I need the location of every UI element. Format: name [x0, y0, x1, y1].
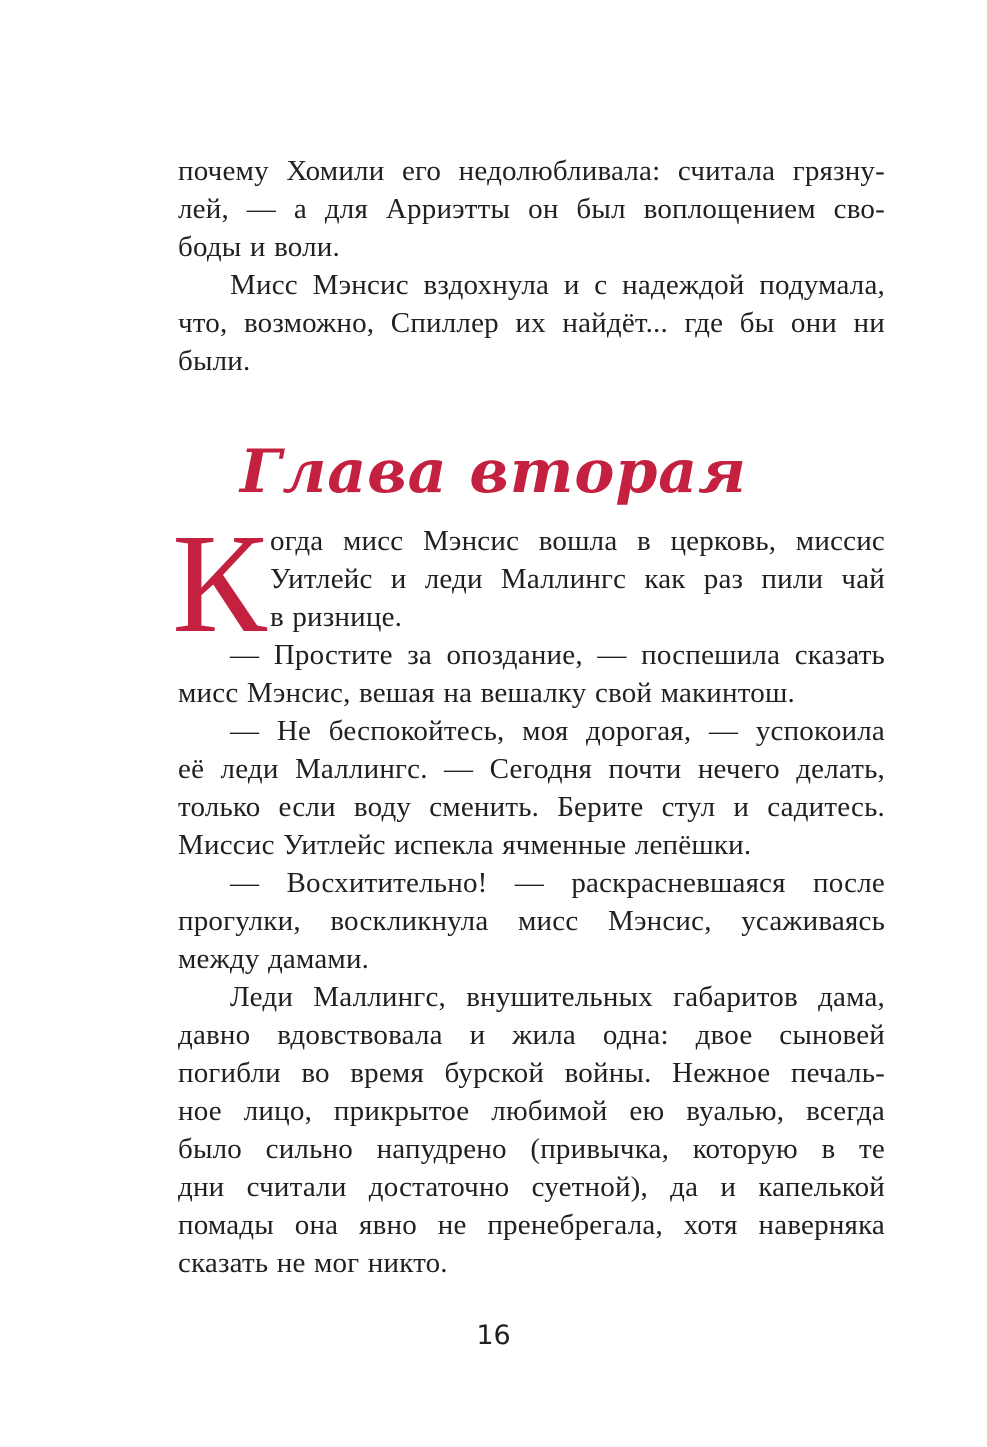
- text-line: только если воду сменить. Берите стул и садитесь.: [178, 791, 885, 823]
- text-line: дни считали достаточно суетной), да и капелькой: [178, 1171, 885, 1203]
- text-line: сказать не мог никто.: [178, 1247, 448, 1279]
- drop-cap: К: [172, 504, 267, 662]
- text-line: давно вдовствовала и жила одна: двое сыновей: [178, 1019, 885, 1051]
- text-line: Леди Маллингс, внушительных габаритов дама,: [230, 981, 885, 1013]
- text-line: — Простите за опоздание, — поспешила сказать: [230, 639, 885, 671]
- text-line: лей, — а для Арриэтты он был воплощением сво-: [178, 193, 885, 225]
- text-line: погибли во время бурской войны. Нежное печаль-: [178, 1057, 885, 1089]
- text-line: почему Хомили его недолюбливала: считала грязну-: [178, 155, 885, 187]
- text-line: были.: [178, 345, 251, 377]
- text-line: — Восхитительно! — раскрасневшаяся после: [230, 867, 885, 899]
- text-line: — Не беспокойтесь, моя дорогая, — успокоила: [230, 715, 885, 747]
- text-line: её леди Маллингс. — Сегодня почти нечего делать,: [178, 753, 885, 785]
- text-line: мисс Мэнсис, вешая на вешалку свой макинтош.: [178, 677, 795, 709]
- text-line: помады она явно не пренебрегала, хотя наверняка: [178, 1209, 885, 1241]
- text-line: в ризнице.: [270, 601, 403, 633]
- text-line: боды и воли.: [178, 231, 340, 263]
- page-number: 16: [476, 1320, 511, 1351]
- text-line: Уитлейс и леди Маллингс как раз пили чай: [270, 563, 885, 595]
- text-line: прогулки, воскликнула мисс Мэнсис, усаживаясь: [178, 905, 885, 937]
- text-line: было сильно напудрено (привычка, которую в те: [178, 1133, 885, 1165]
- text-line: Мисс Мэнсис вздохнула и с надеждой подумала,: [230, 269, 885, 301]
- text-line: что, возможно, Спиллер их найдёт... где бы они ни: [178, 307, 885, 339]
- text-line: между дамами.: [178, 943, 370, 975]
- text-line: ное лицо, прикрытое любимой ею вуалью, всегда: [178, 1095, 885, 1127]
- text-line: Миссис Уитлейс испекла ячменные лепёшки.: [178, 829, 752, 861]
- chapter-title: Глава вторая: [240, 437, 747, 507]
- text-line: огда мисс Мэнсис вошла в церковь, миссис: [270, 525, 885, 557]
